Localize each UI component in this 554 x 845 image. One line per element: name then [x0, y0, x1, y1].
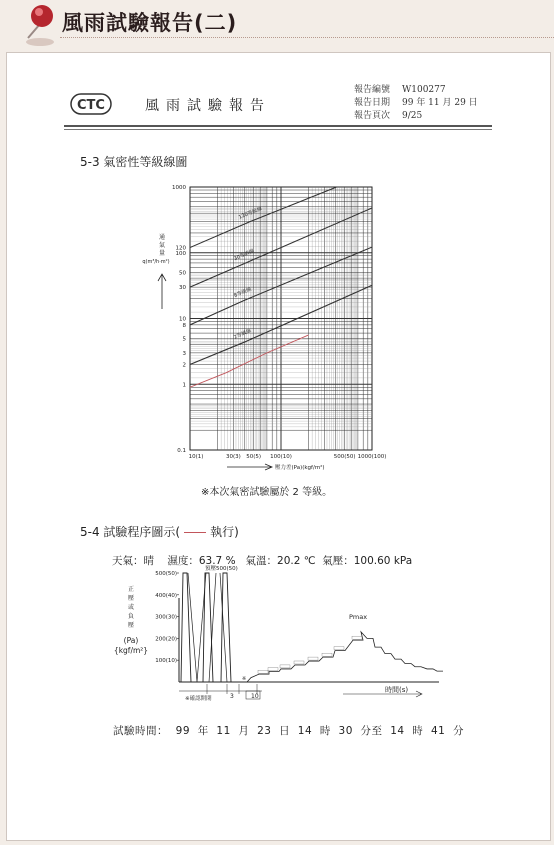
pressure-steps [247, 632, 443, 682]
report-title: 風雨試驗報告 [145, 98, 271, 114]
grade-line-label: 8等級線 [233, 286, 253, 300]
step-label-box [322, 653, 332, 656]
section-heading-airtight: 5-3 氣密性等級線圖 [80, 155, 188, 169]
segment-label: 10 [251, 693, 259, 700]
y-tick-label: 3 [182, 350, 186, 357]
pushpin-icon [18, 2, 58, 48]
y-tick-label: 1 [182, 382, 186, 389]
step-label-box [352, 636, 362, 639]
y-axis-label: 壓 [127, 595, 135, 602]
y-axis-label: 負 [127, 613, 135, 620]
step-label-box [308, 657, 318, 660]
x-tick-label: 50(5) [246, 454, 262, 460]
procedure-chart [7, 53, 552, 713]
page-header [0, 0, 554, 50]
meta-value: 9/25 [402, 111, 423, 121]
page-title: 風雨試驗報告(二) [62, 11, 238, 35]
meta-value: W100277 [402, 85, 446, 95]
x-tick-label: 100(10) [270, 454, 292, 460]
grade-line-label: 30等級線 [233, 248, 256, 263]
y-tick-label: 2 [182, 362, 186, 369]
y-tick-label: 500(50) [155, 571, 177, 577]
meta-key: 報告日期 [354, 98, 391, 108]
grade-line-label: 120等級線 [237, 206, 263, 221]
y-axis-label: 或 [127, 604, 135, 611]
heading-prefix: 5-4 試驗程序圖示( [80, 525, 181, 539]
y-tick-label: 300(30) [155, 614, 177, 621]
y-tick-label: 0.1 [177, 448, 186, 454]
y-tick-label: 50 [179, 270, 186, 277]
step-label-box [334, 647, 344, 650]
y-tick-label: 30 [179, 285, 186, 292]
hold-label: ※確認開閉 [185, 696, 212, 702]
y-axis-label: 通 [158, 234, 166, 241]
procedure-drawing [114, 564, 443, 702]
meta-key: 報告頁次 [354, 111, 391, 121]
y-tick-label: 100 [175, 250, 186, 257]
heading-suffix: 執行) [210, 525, 239, 539]
y-tick-label: 100(10) [155, 658, 177, 665]
meta-key: 報告編號 [354, 85, 391, 95]
weather-line: 天氣：晴 濕度：63.7 % 氣溫：20.2 ℃ 氣壓：100.60 kPa [112, 555, 413, 567]
preload-label: 預壓500(50) [205, 566, 238, 572]
y-tick-label: 10 [179, 316, 186, 323]
test-time: 試驗時間： 99 年 11 月 23 日 14 時 30 分至 14 時 41 分 [113, 725, 464, 737]
y-axis-label: 量 [158, 250, 166, 257]
y-tick-label: 5 [182, 336, 186, 343]
x-tick-label: 500(50) [333, 454, 356, 460]
airtight-note: ※本次氣密試驗屬於 2 等級。 [201, 487, 333, 498]
logo-text: CTC [77, 98, 105, 113]
y-unit-label: {kgf/m²} [113, 646, 149, 655]
meta-value: 99 年 11 月 29 日 [402, 98, 478, 108]
y-axis-label: q(m³/h·m²) [142, 259, 170, 265]
grade-line-label: 2等級線 [233, 327, 253, 341]
x-tick-label: 1000(100) [357, 454, 387, 460]
segment-label: 3 [230, 693, 234, 700]
y-axis-label: 正 [127, 586, 135, 593]
pmax-label: Pmax [349, 612, 368, 621]
y-tick-label: 120 [175, 245, 186, 252]
y-unit-label: (Pa) [123, 636, 139, 645]
step-label-box [268, 668, 278, 671]
step-label-box [258, 670, 268, 673]
header-divider [60, 37, 554, 38]
y-tick-label: 200(20) [155, 636, 177, 643]
y-axis-label: 氣 [158, 242, 166, 249]
y-tick-label: 8 [182, 322, 186, 329]
step-label-box [294, 661, 304, 664]
time-arrow [343, 691, 422, 697]
y-tick-label: 1000 [172, 185, 186, 191]
x-tick-label: 10(1) [188, 454, 204, 460]
report-sheet [6, 52, 551, 841]
x-axis-label: 壓力差(Pa)(kgf/m²) [275, 465, 325, 471]
note-mark: ※ [242, 676, 247, 682]
x-tick-label: 30(3) [226, 454, 241, 460]
step-label-box [280, 665, 290, 668]
y-axis-label: 壓 [127, 622, 135, 629]
x-axis-label: 時間(s) [385, 686, 409, 694]
y-tick-label: 400(40) [155, 592, 177, 599]
